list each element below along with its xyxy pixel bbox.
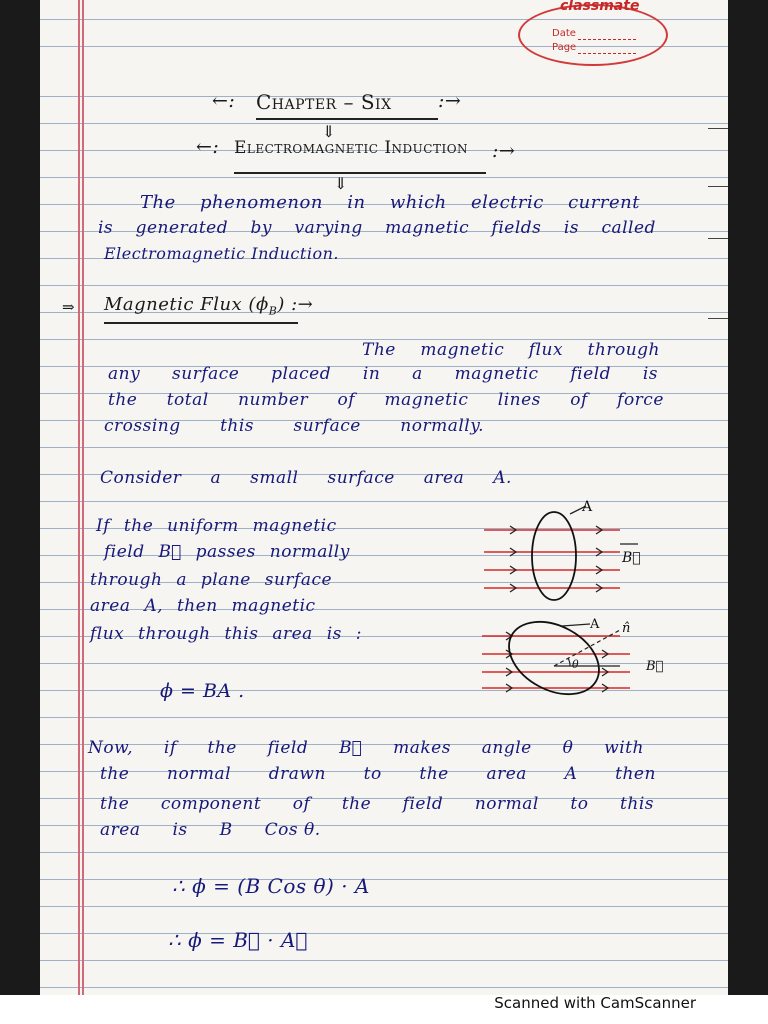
word: field (402, 794, 444, 814)
word: with (604, 738, 644, 758)
word: number (238, 390, 309, 410)
chapter-down-arrow: ⇓ (322, 122, 336, 141)
word: total (166, 390, 209, 410)
uniform-line-5: flux through this area is : (90, 624, 362, 644)
word: which (389, 192, 447, 213)
edge-tick (708, 318, 728, 319)
word: in (362, 364, 381, 384)
arrowheads (506, 632, 608, 692)
word: flux (528, 340, 564, 360)
word: A (564, 764, 578, 784)
word: area (100, 820, 141, 840)
area-label: A (590, 617, 600, 632)
word: small (250, 468, 299, 488)
word: then (615, 764, 656, 784)
word: magnetic (384, 390, 469, 410)
word: field (570, 364, 611, 384)
flux-heading-text: Magnetic Flux (ϕ (104, 294, 269, 315)
topic-underline (234, 172, 486, 174)
word: to (570, 794, 589, 814)
flux-heading-close: ) :→ (277, 294, 314, 315)
word: by (250, 218, 273, 238)
definition-line-2 (98, 218, 656, 238)
word: in (347, 192, 366, 213)
topic-arrow-right: :→ (492, 140, 516, 162)
word: B⃗ (339, 738, 363, 758)
edge-tick (708, 186, 728, 187)
word: is (563, 218, 579, 238)
word: varying (294, 218, 363, 238)
word: surface (172, 364, 240, 384)
word: A. (493, 468, 512, 488)
field-lines (484, 530, 620, 588)
word: component (160, 794, 262, 814)
flux-heading (104, 294, 313, 318)
topic-down-arrow: ⇓ (334, 174, 348, 193)
angle-line-2 (100, 764, 656, 784)
edge-tick (708, 238, 728, 239)
word: magnetic (454, 364, 539, 384)
word: magnetic (420, 340, 505, 360)
chapter-underline (256, 118, 438, 120)
formula-flux-bcos: ∴ ϕ = (B Cos θ) · A (172, 874, 370, 898)
word: this (220, 416, 255, 436)
angle-line-3 (100, 794, 654, 814)
word: the (100, 764, 130, 784)
word: drawn (268, 764, 326, 784)
word: the (207, 738, 237, 758)
word: crossing (104, 416, 181, 436)
chapter-arrow-right: :→ (438, 90, 462, 112)
word: of (337, 390, 356, 410)
word: placed (271, 364, 332, 384)
chapter-title: Chapter – Six (256, 90, 392, 114)
word: phenomenon (200, 192, 323, 213)
topic-arrow-left: ←: (196, 136, 220, 158)
normal-label: n̂ (622, 621, 631, 636)
flux-def-line-2 (108, 364, 658, 384)
word: the (108, 390, 138, 410)
consider-line (100, 468, 512, 488)
margin-line (78, 0, 80, 995)
word: a (210, 468, 222, 488)
word: the (100, 794, 130, 814)
edge-tick (708, 128, 728, 129)
flux-heading-sub: B (268, 304, 278, 318)
word: fields (491, 218, 542, 238)
word: force (617, 390, 664, 410)
normal-flux-diagram (470, 492, 660, 604)
word: any (108, 364, 141, 384)
flux-heading-underline (104, 322, 298, 324)
word: surface (293, 416, 361, 436)
field-label: B⃗ (646, 659, 664, 674)
word: this (620, 794, 654, 814)
flux-def-line-1 (362, 340, 660, 360)
word: through (587, 340, 660, 360)
field-label: B⃗ (622, 550, 641, 566)
flux-def-line-4 (104, 416, 484, 436)
word: is (642, 364, 658, 384)
scanner-watermark: Scanned with CamScanner (494, 994, 696, 1012)
word: The (362, 340, 396, 360)
word: current (568, 192, 640, 213)
word: angle (481, 738, 532, 758)
surface-area-ellipse (532, 512, 576, 600)
word: the (341, 794, 372, 814)
word: magnetic (385, 218, 470, 238)
word: makes (393, 738, 451, 758)
word: The (140, 192, 176, 213)
angle-line-1 (88, 738, 644, 758)
oblique-flux-diagram (470, 612, 670, 708)
margin-line (82, 0, 84, 995)
flux-def-line-3 (108, 390, 664, 410)
uniform-line-4: area A, then magnetic (90, 596, 316, 616)
word: Now, (88, 738, 134, 758)
word: surface (327, 468, 395, 488)
uniform-line-1: If the uniform magnetic (96, 516, 337, 536)
word: field (267, 738, 309, 758)
word: a (412, 364, 423, 384)
angle-arc (568, 658, 570, 666)
word: to (363, 764, 382, 784)
area-label: A (582, 499, 593, 515)
word: is (98, 218, 114, 238)
word: normally. (400, 416, 484, 436)
topic-title: Electromagnetic Induction (234, 138, 469, 158)
uniform-line-2: field B⃗ passes normally (104, 542, 350, 562)
word: the (419, 764, 449, 784)
word: area (486, 764, 527, 784)
word: is (172, 820, 188, 840)
area-pointer (562, 624, 590, 626)
word: lines (497, 390, 541, 410)
word: of (570, 390, 588, 410)
word: generated (135, 218, 229, 238)
definition-line-3: Electromagnetic Induction. (104, 244, 339, 263)
word: area (423, 468, 465, 488)
page-label: Page (552, 42, 577, 53)
brand-name: classmate (560, 0, 640, 14)
uniform-line-3: through a plane surface (90, 570, 333, 590)
formula-flux-ba: ϕ = BA . (160, 680, 245, 702)
date-line (578, 38, 636, 40)
word: electric (471, 192, 544, 213)
field-lines (482, 636, 630, 688)
word: Consider (100, 468, 182, 488)
definition-line-1 (140, 192, 640, 213)
word: Cos θ. (264, 820, 321, 840)
date-label: Date (552, 28, 576, 39)
angle-label: θ (572, 658, 579, 671)
word: θ (562, 738, 574, 758)
angle-line-4 (100, 820, 330, 840)
word: called (601, 218, 656, 238)
chapter-arrow-left: ←: (212, 90, 236, 112)
word: normal (474, 794, 539, 814)
arrowheads (510, 526, 602, 592)
formula-flux-dot: ∴ ϕ = B⃗ · A⃗ (168, 928, 308, 952)
word: B (219, 820, 233, 840)
word: if (163, 738, 177, 758)
flux-heading-arrow: ⇒ (62, 298, 76, 316)
page-line (578, 52, 636, 54)
word: normal (167, 764, 232, 784)
word: of (292, 794, 311, 814)
